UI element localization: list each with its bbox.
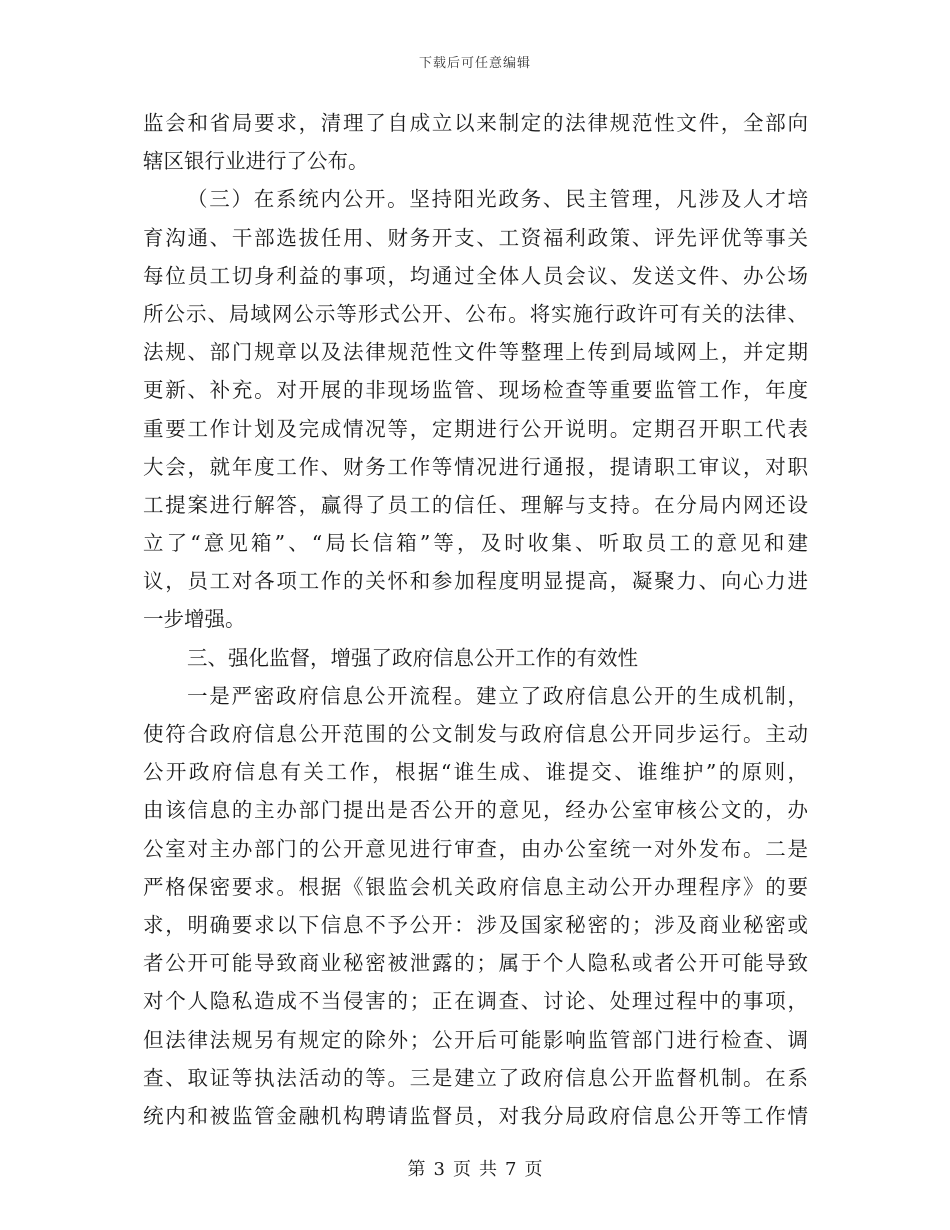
text-line: 监会和省局要求，清理了自成立以来制定的法律规范性文件，全部向 <box>143 111 808 135</box>
text-line: 公开政府信息有关工作，根据“谁生成、谁提交、谁维护”的原则， <box>143 760 808 785</box>
current-page-number: 3 <box>433 1159 445 1180</box>
text-line: 重要工作计划及完成情况等，定期进行公开说明。定期召开职工代表 <box>143 416 808 441</box>
page-unit: 页 <box>453 1159 471 1180</box>
text-line: 公室对主办部门的公开意见进行审查，由办公室统一对外发布。二是 <box>143 836 808 861</box>
text-line: 法规、部门规章以及法律规范性文件等整理上传到局域网上，并定期 <box>143 340 808 365</box>
total-unit: 页 <box>524 1159 543 1180</box>
total-pages-number: 7 <box>505 1159 517 1180</box>
text-line: 每位员工切身利益的事项，均通过全体人员会议、发送文件、办公场 <box>143 263 808 288</box>
text-line: 查、取证等执法活动的等。三是建立了政府信息公开监督机制。在系 <box>143 1065 808 1090</box>
text-line: 辖区银行业进行了公布。 <box>143 149 369 174</box>
page-footer <box>0 1155 950 1181</box>
page-header: 下载后可任意编辑 <box>418 56 531 71</box>
text-line: 统内和被监管金融机构聘请监督员，对我分局政府信息公开等工作情 <box>143 1103 808 1128</box>
text-line: 对个人隐私造成不当侵害的；正在调查、讨论、处理过程中的事项， <box>143 989 808 1014</box>
page-prefix: 第 <box>407 1159 426 1180</box>
text-line: 更新、补充。对开展的非现场监管、现场检查等重要监管工作，年度 <box>143 378 808 403</box>
document-body <box>143 104 808 1135</box>
text-line: 一是严密政府信息公开流程。建立了政府信息公开的生成机制， <box>187 683 808 708</box>
text-line: 工提案进行解答，赢得了员工的信任、理解与支持。在分局内网还设 <box>143 492 808 517</box>
text-line: 一步增强。 <box>143 607 246 632</box>
text-line: 严格保密要求。根据《银监会机关政府信息主动公开办理程序》的要 <box>143 874 808 899</box>
section-heading: 三、强化监督，增强了政府信息公开工作的有效性 <box>187 645 638 670</box>
text-line: 者公开可能导致商业秘密被泄露的；属于个人隐私或者公开可能导致 <box>143 951 808 976</box>
text-line: 立了“意见箱”、“局长信箱”等，及时收集、听取员工的意见和建 <box>143 531 808 556</box>
total-label: 共 <box>479 1159 497 1180</box>
text-line: 所公示、局域网公示等形式公开、公布。将实施行政许可有关的法律、 <box>143 301 808 326</box>
text-line: 育沟通、干部选拔任用、财务开支、工资福利政策、评先评优等事关 <box>143 225 808 250</box>
text-line: 大会，就年度工作、财务工作等情况进行通报，提请职工审议，对职 <box>143 454 808 479</box>
text-line: 议，员工对各项工作的关怀和参加程度明显提高，凝聚力、向心力进 <box>143 569 808 594</box>
text-line: 但法律法规另有规定的除外；公开后可能影响监管部门进行检查、调 <box>143 1027 808 1052</box>
text-line: 由该信息的主办部门提出是否公开的意见，经办公室审核公文的，办 <box>143 798 808 823</box>
text-line: 使符合政府信息公开范围的公文制发与政府信息公开同步运行。主动 <box>143 722 808 746</box>
text-line: （三）在系统内公开。坚持阳光政务、民主管理，凡涉及人才培 <box>187 187 808 212</box>
text-line: 求，明确要求以下信息不予公开：涉及国家秘密的；涉及商业秘密或 <box>143 912 808 937</box>
